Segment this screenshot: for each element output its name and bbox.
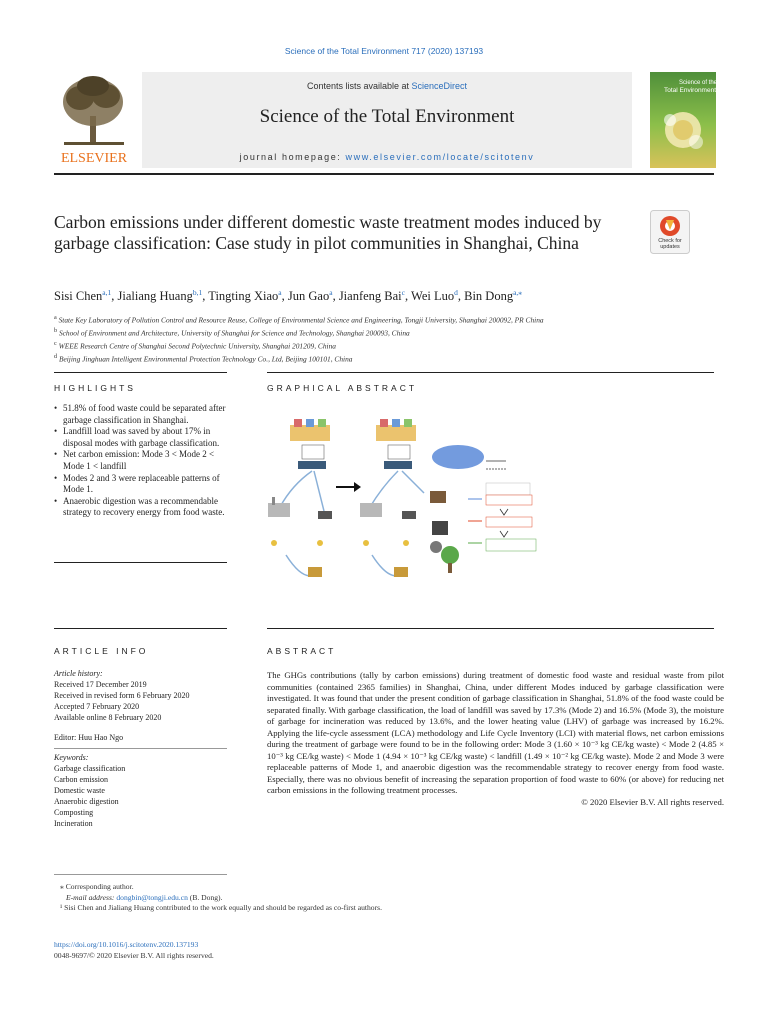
editor-line: Editor: Huu Hao Ngo	[54, 733, 124, 742]
author-separator: ,	[457, 289, 465, 304]
cover-title-line1: Science of the	[678, 80, 716, 86]
graphical-abstract-rule	[267, 372, 714, 373]
journal-citation[interactable]: Science of the Total Environment 717 (2020) 137193	[284, 46, 484, 56]
abstract-rule	[267, 628, 714, 629]
highlight-item: • Net carbon emission: Mode 3 < Mode 2 < Mode 1 < landfill	[54, 449, 227, 472]
author-name[interactable]: Wei Luo	[411, 289, 455, 304]
masthead-banner	[142, 72, 632, 168]
masthead-rule	[54, 173, 714, 175]
author-affiliation-marker[interactable]: c	[401, 288, 405, 297]
keywords-label: Keywords:	[54, 753, 89, 762]
graphical-abstract-figure[interactable]	[262, 415, 562, 591]
affiliation-text: State Key Laboratory of Pollution Control and Resource Reuse, College of Environmental Science and Engineering, Tongji University, Shanghai 200092, PR China	[58, 315, 544, 325]
journal-cover-thumbnail[interactable]	[650, 72, 716, 168]
keyword-item[interactable]: Domestic waste	[54, 786, 105, 795]
footnote-rule	[54, 874, 227, 875]
history-list	[54, 679, 227, 723]
author-separator: ,	[405, 289, 412, 304]
doi-block	[54, 940, 214, 961]
homepage-prefix: journal homepage:	[239, 152, 346, 162]
footnotes	[54, 882, 714, 914]
history-item: Available online 8 February 2020	[54, 713, 162, 722]
elsevier-wordmark: ELSEVIER	[60, 151, 128, 166]
author-name[interactable]: Bin Dong	[464, 289, 514, 304]
author-separator: ,	[332, 289, 339, 304]
article-title: Carbon emissions under different domestic waste treatment modes induced by garbage classification: Case study in pilot communities in Shanghai, China	[54, 212, 602, 253]
affiliation-list	[54, 313, 694, 365]
highlight-item: • Anaerobic digestion was a recommendable strategy to recovery energy from food waste.	[54, 496, 227, 519]
keyword-list	[54, 763, 227, 829]
history-item: Accepted 7 February 2020	[54, 702, 140, 711]
affiliation-text: WEEE Research Centre of Shanghai Second Polytechnic University, Shanghai 201209, China	[58, 341, 336, 351]
keyword-item[interactable]: Carbon emission	[54, 775, 108, 784]
author-affiliation-marker[interactable]: a	[329, 288, 333, 297]
abstract-copyright: © 2020 Elsevier B.V. All rights reserved.	[581, 796, 724, 807]
author-name[interactable]: Jun Gao	[287, 289, 330, 304]
ga-mode-legend	[468, 461, 536, 551]
keyword-item[interactable]: Garbage classification	[54, 764, 126, 773]
article-info	[54, 668, 227, 829]
article-info-heading: ARTICLE INFO	[54, 646, 149, 656]
article-info-separator	[54, 748, 227, 749]
highlight-item: • Landfill load was saved by about 17% in disposal modes with garbage classification.	[54, 426, 227, 449]
abstract-body	[267, 670, 724, 808]
history-label: Article history:	[54, 669, 103, 678]
affiliation-text: School of Environment and Architecture, University of Shanghai for Science and Technology, Shanghai 200093, China	[58, 328, 410, 338]
author-affiliation-marker[interactable]: a,⁎	[513, 288, 523, 297]
check-for-updates-badge[interactable]	[650, 210, 690, 254]
email-note	[54, 893, 714, 904]
affiliation-key: d	[54, 353, 58, 360]
homepage-line	[142, 152, 632, 162]
article-info-rule	[54, 628, 227, 629]
elsevier-logo[interactable]	[54, 72, 134, 168]
abstract-heading: ABSTRACT	[267, 646, 337, 656]
journal-homepage-link[interactable]: www.elsevier.com/locate/scitotenv	[345, 152, 535, 162]
history-item: Received in revised form 6 February 2020	[54, 691, 190, 700]
author-name[interactable]: Jianfeng Bai	[338, 289, 402, 304]
affiliation-text: Beijing Jinghuan Intelligent Environmental Protection Technology Co., Ltd, Beijing 100101, China	[58, 354, 353, 364]
author-email-link[interactable]: dongbin@tongji.edu.cn	[116, 892, 188, 902]
author-affiliation-marker[interactable]: a	[278, 288, 282, 297]
contents-line	[142, 81, 632, 91]
keyword-item[interactable]: Incineration	[54, 819, 93, 828]
highlight-item: • 51.8% of food waste could be separated after garbage classification in Shanghai.	[54, 403, 227, 426]
author-name[interactable]: Jialiang Huang	[117, 289, 193, 304]
highlights-rule	[54, 372, 227, 373]
affiliation-item	[54, 352, 694, 365]
affiliation-item	[54, 339, 694, 352]
check-updates-label: Check for updates	[658, 238, 682, 250]
affiliation-key: c	[54, 340, 57, 347]
email-suffix: (B. Dong).	[187, 892, 223, 902]
contents-prefix: Contents lists available at	[306, 81, 412, 91]
email-label: E-mail address:	[66, 892, 117, 902]
abstract-paragraph: The GHGs contributions (tally by carbon emissions) during treatment of domestic food waste and residual waste from pilot communities (contained 2365 families) in Shanghai, China, under different Modes induced by garbage classification were investigated. It was found that under the present condition of garbage classification in Shanghai, 51.8% of the food waste could be separated finally. With garbage classification, the load of landfill was saved by 17.3% (Mode 2) and 16.5% (Mode 3), the moisture of garbage for incineration was reduced by 13.6%, and the lower heating value (LHV) of garbage was increased by 16.2%. Applying the life-cycle assessment (LCA) methodology and Life Cycle Inventory (LCI) with material flows, net carbon emissions during the treatment of garbage were found to be in the following order: Mode 3 (1.60 × 10⁻³ kg CE/kg waste) < Mode 2 (4.85 × 10⁻³ kg CE/kg waste) < Mode 1 (4.94 × 10⁻³ kg CE/kg waste) < landfill (1.49 × 10⁻² kg CE/kg waste). Mode 2 and Mode 3 were replaceable patterns of Mode 1, and anaerobic digestion was the recommendable strategy to recover energy from food waste. Especially, there was no obvious benefit of increasing the separation proportion of food waste to 60% (or above) for reducing net carbon emissions in the following treatment processes.	[267, 670, 724, 795]
highlight-item: • Modes 2 and 3 were replaceable patterns of Mode 1.	[54, 473, 227, 496]
author-affiliation-marker[interactable]: a,1	[102, 288, 112, 297]
doi-link[interactable]: https://doi.org/10.1016/j.scitotenv.2020.137193	[54, 940, 199, 949]
keyword-item[interactable]: Anaerobic digestion	[54, 797, 119, 806]
highlights-list	[54, 403, 227, 519]
author-name[interactable]: Tingting Xiao	[208, 289, 279, 304]
author-separator: ,	[202, 289, 209, 304]
highlights-heading: HIGHLIGHTS	[54, 383, 136, 393]
affiliation-item	[54, 326, 694, 339]
author-list	[54, 288, 694, 304]
cofirst-note: ¹ Sisi Chen and Jialiang Huang contributed to the work equally and should be regarded as co-first authors.	[60, 903, 382, 913]
keyword-item[interactable]: Composting	[54, 808, 94, 817]
journal-title[interactable]: Science of the Total Environment	[259, 106, 515, 127]
graphical-abstract-heading: GRAPHICAL ABSTRACT	[267, 383, 418, 393]
ga-middle-panel	[360, 419, 484, 577]
corresponding-author-note: ⁎ Corresponding author.	[60, 882, 134, 891]
affiliation-key: a	[54, 315, 57, 321]
ga-left-panel	[268, 419, 332, 577]
issn-line: 0048-9697/© 2020 Elsevier B.V. All rights reserved.	[54, 950, 214, 960]
author-affiliation-marker[interactable]: d	[454, 288, 458, 297]
history-item: Received 17 December 2019	[54, 680, 147, 689]
highlights-bottom-rule	[54, 562, 227, 563]
affiliation-key: b	[54, 327, 58, 334]
sciencedirect-link[interactable]: ScienceDirect	[411, 81, 468, 91]
masthead	[54, 72, 714, 170]
author-affiliation-marker[interactable]: b,1	[192, 288, 203, 297]
affiliation-item	[54, 313, 694, 326]
author-name[interactable]: Sisi Chen	[54, 289, 103, 304]
author-separator: ,	[281, 289, 288, 304]
author-separator: ,	[111, 289, 118, 304]
cover-title-line2: Total Environment	[663, 87, 716, 94]
